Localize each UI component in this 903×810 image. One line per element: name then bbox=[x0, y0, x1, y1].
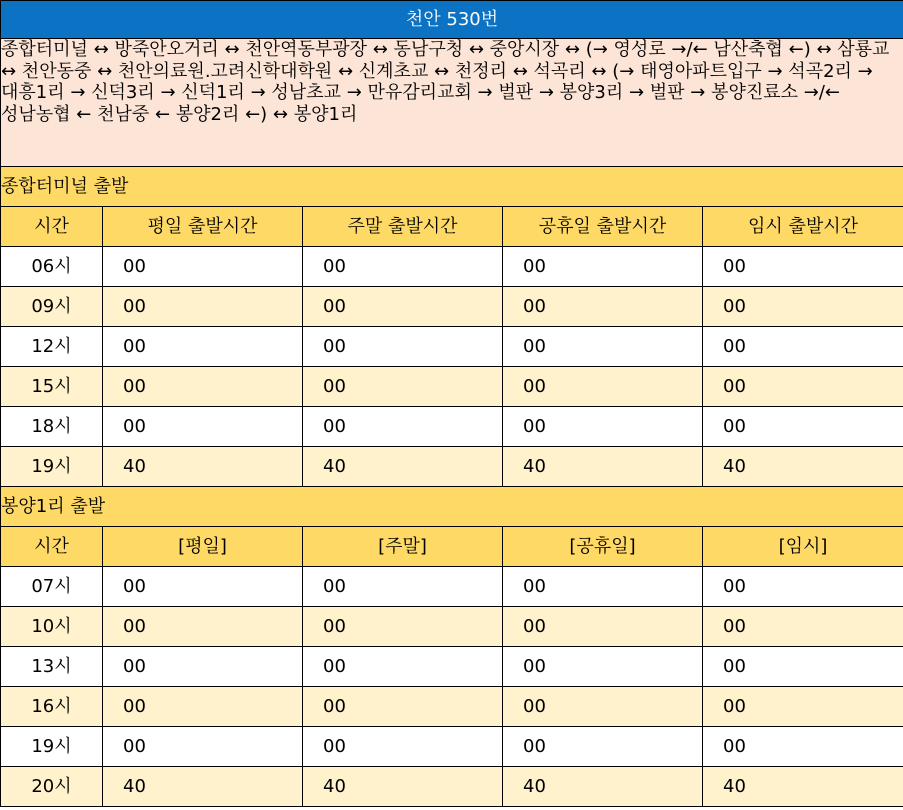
minute-cell: 40 bbox=[303, 767, 503, 807]
minute-cell: 00 bbox=[703, 407, 903, 447]
table-row bbox=[1, 567, 903, 607]
route-title: 천안 530번 bbox=[1, 1, 903, 39]
table-row bbox=[1, 447, 903, 487]
minute-cell: 00 bbox=[703, 727, 903, 767]
title-row bbox=[1, 1, 903, 39]
column-header: 공휴일 출발시간 bbox=[503, 207, 703, 247]
minute-cell: 00 bbox=[503, 687, 703, 727]
column-header: [평일] bbox=[103, 527, 303, 567]
minute-cell: 00 bbox=[503, 327, 703, 367]
minute-cell: 00 bbox=[503, 407, 703, 447]
hour-cell: 19시 bbox=[1, 447, 103, 487]
minute-cell: 00 bbox=[703, 287, 903, 327]
minute-cell: 00 bbox=[103, 647, 303, 687]
table-row bbox=[1, 727, 903, 767]
section-header-row bbox=[1, 167, 903, 207]
table-row bbox=[1, 767, 903, 807]
minute-cell: 00 bbox=[303, 327, 503, 367]
table-row bbox=[1, 647, 903, 687]
minute-cell: 00 bbox=[103, 327, 303, 367]
column-header-row bbox=[1, 527, 903, 567]
hour-cell: 20시 bbox=[1, 767, 103, 807]
minute-cell: 00 bbox=[103, 727, 303, 767]
column-header-row bbox=[1, 207, 903, 247]
minute-cell: 00 bbox=[703, 247, 903, 287]
hour-cell: 19시 bbox=[1, 727, 103, 767]
column-header: [주말] bbox=[303, 527, 503, 567]
column-header: 시간 bbox=[1, 207, 103, 247]
minute-cell: 00 bbox=[103, 567, 303, 607]
route-row bbox=[1, 39, 903, 167]
hour-cell: 09시 bbox=[1, 287, 103, 327]
hour-cell: 06시 bbox=[1, 247, 103, 287]
table-row bbox=[1, 687, 903, 727]
minute-cell: 00 bbox=[303, 247, 503, 287]
route-description: 종합터미널 ↔ 방죽안오거리 ↔ 천안역동부광장 ↔ 동남구청 ↔ 중앙시장 ↔ (→ 영성로 →/← 남산축협 ←) ↔ 삼룡교 ↔ 천안동중 ↔ 천안의료원.고려신학대학원 ↔ 신계초교 ↔ 천정리 ↔ 석곡리 ↔ (→ 태영아파트입구 → 석곡2리 → 대흥1리 → 신덕3리 → 신덕1리 → 성남초교 → 만유감리교회 → 벌판 → 봉양3리 → 벌판 → 봉양진료소 →/← 성남농협 ← 천남중 ← 봉양2리 ←) ↔ 봉양1리 bbox=[1, 39, 903, 167]
minute-cell: 00 bbox=[303, 367, 503, 407]
minute-cell: 00 bbox=[303, 407, 503, 447]
minute-cell: 40 bbox=[103, 447, 303, 487]
minute-cell: 00 bbox=[103, 607, 303, 647]
minute-cell: 00 bbox=[703, 567, 903, 607]
minute-cell: 00 bbox=[103, 407, 303, 447]
minute-cell: 00 bbox=[303, 647, 503, 687]
section-label: 봉양1리 출발 bbox=[1, 487, 903, 527]
table-row bbox=[1, 327, 903, 367]
minute-cell: 00 bbox=[703, 607, 903, 647]
column-header: [공휴일] bbox=[503, 527, 703, 567]
minute-cell: 00 bbox=[103, 687, 303, 727]
minute-cell: 00 bbox=[303, 727, 503, 767]
table-row bbox=[1, 607, 903, 647]
minute-cell: 00 bbox=[503, 727, 703, 767]
minute-cell: 00 bbox=[703, 367, 903, 407]
minute-cell: 40 bbox=[703, 447, 903, 487]
minute-cell: 00 bbox=[103, 247, 303, 287]
hour-cell: 07시 bbox=[1, 567, 103, 607]
minute-cell: 00 bbox=[703, 327, 903, 367]
column-header: 평일 출발시간 bbox=[103, 207, 303, 247]
minute-cell: 40 bbox=[103, 767, 303, 807]
section-label: 종합터미널 출발 bbox=[1, 167, 903, 207]
minute-cell: 40 bbox=[503, 767, 703, 807]
hour-cell: 12시 bbox=[1, 327, 103, 367]
minute-cell: 00 bbox=[503, 247, 703, 287]
hour-cell: 13시 bbox=[1, 647, 103, 687]
hour-cell: 10시 bbox=[1, 607, 103, 647]
minute-cell: 00 bbox=[303, 567, 503, 607]
minute-cell: 40 bbox=[503, 447, 703, 487]
column-header: 주말 출발시간 bbox=[303, 207, 503, 247]
table-row bbox=[1, 407, 903, 447]
hour-cell: 18시 bbox=[1, 407, 103, 447]
minute-cell: 00 bbox=[503, 367, 703, 407]
minute-cell: 40 bbox=[703, 767, 903, 807]
column-header: [임시] bbox=[703, 527, 903, 567]
hour-cell: 16시 bbox=[1, 687, 103, 727]
column-header: 임시 출발시간 bbox=[703, 207, 903, 247]
table-row bbox=[1, 367, 903, 407]
minute-cell: 00 bbox=[703, 647, 903, 687]
minute-cell: 00 bbox=[703, 687, 903, 727]
minute-cell: 00 bbox=[103, 367, 303, 407]
minute-cell: 00 bbox=[103, 287, 303, 327]
column-header: 시간 bbox=[1, 527, 103, 567]
minute-cell: 00 bbox=[503, 607, 703, 647]
minute-cell: 40 bbox=[303, 447, 503, 487]
table-row bbox=[1, 287, 903, 327]
table-row bbox=[1, 247, 903, 287]
minute-cell: 00 bbox=[503, 567, 703, 607]
minute-cell: 00 bbox=[303, 287, 503, 327]
minute-cell: 00 bbox=[303, 687, 503, 727]
minute-cell: 00 bbox=[503, 287, 703, 327]
section-header-row bbox=[1, 487, 903, 527]
minute-cell: 00 bbox=[503, 647, 703, 687]
minute-cell: 00 bbox=[303, 607, 503, 647]
hour-cell: 15시 bbox=[1, 367, 103, 407]
